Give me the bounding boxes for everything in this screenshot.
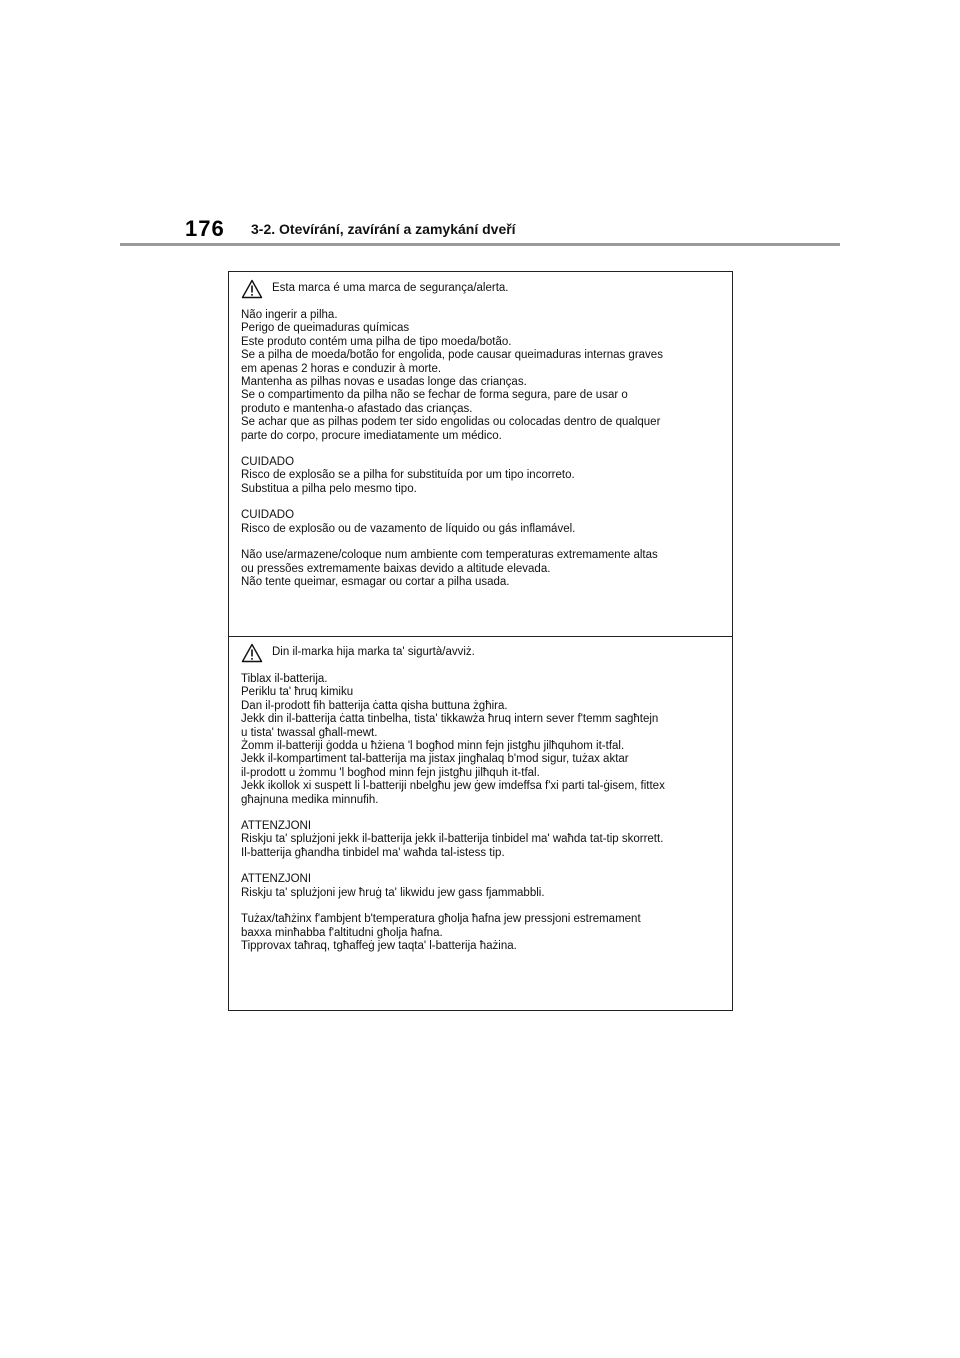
text-line: Não ingerir a pilha. [241, 309, 338, 321]
page-number: 176 [185, 216, 225, 241]
text-line: Se o compartimento da pilha não se fechar de forma segura, pare de usar o [241, 389, 628, 402]
text-line: Jekk il-kompartiment tal-batterija ma jistax jingħalaq b'mod sigur, tużax aktar [241, 753, 629, 766]
text-line: Se achar que as pilhas podem ter sido engolidas ou colocadas dentro de qualquer [241, 416, 661, 429]
warning-triangle-icon [241, 643, 263, 663]
warning-section-portuguese [229, 279, 732, 635]
text-line: baxxa minħabba f'altitudni għolja ħafna. [241, 926, 443, 939]
text-line: Jekk ikollok xi suspett li l-batteriji nbelgħu jew ġew imdeffsa f'xi parti tal-ġisem, fittex [241, 780, 665, 793]
page-header [185, 214, 516, 244]
battery-warning-box [228, 271, 733, 1011]
chapter-title: 3-2. Otevírání, zavírání a zamykání dveří [251, 221, 516, 237]
text-line: Substitua a pilha pelo mesmo tipo. [241, 482, 417, 495]
caution-heading: CUIDADO [241, 509, 295, 522]
text-line: Żomm il-batteriji ġodda u ħżiena 'l bogħod minn fejn jistgħu jilħquhom it-tfal. [241, 740, 625, 753]
text-line: Perigo de queimaduras químicas [241, 322, 410, 335]
text-line: Não tente queimar, esmagar ou cortar a pilha usada. [241, 575, 510, 588]
warning-section-maltese [229, 643, 732, 1008]
text-line: Este produto contém uma pilha de tipo moeda/botão. [241, 335, 512, 348]
text-line: parte do corpo, procure imediatamente um médico. [241, 429, 502, 442]
caution-heading: CUIDADO [241, 456, 295, 469]
text-line: Riskju ta' splużjoni jew ħruġ ta' likwidu jew gass fjammabbli. [241, 886, 545, 899]
text-line: ou pressões extremamente baixas devido a altitude elevada. [241, 562, 551, 575]
text-line: Risco de explosão ou de vazamento de líquido ou gás inflamável. [241, 522, 576, 535]
paragraph-environment [241, 913, 720, 953]
text-line: Risco de explosão se a pilha for substituída por um tipo incorreto. [241, 469, 575, 482]
caution-heading: ATTENZJONI [241, 873, 312, 886]
text-line: Tipprovax taħraq, tgħaffeġ jew taqta' l-batterija ħażina. [241, 939, 517, 952]
text-line: produto e mantenha-o afastado das crianças. [241, 402, 473, 415]
section-divider [229, 636, 732, 637]
alert-text: Din il-marka hija marka ta' sigurtà/avviż. [272, 646, 475, 659]
text-line: u tista' twassal għall-mewt. [241, 726, 378, 739]
paragraph-caution-replacement [241, 820, 720, 860]
warning-triangle-icon [241, 279, 263, 299]
paragraph-ingestion [241, 673, 720, 807]
paragraph-caution-leakage [241, 509, 720, 536]
header-rule [120, 243, 840, 246]
text-line: em apenas 2 horas e conduzir à morte. [241, 362, 442, 375]
paragraph-environment [241, 549, 720, 589]
text-line: Tiblax il-batterija. [241, 673, 328, 685]
paragraph-caution-leakage [241, 873, 720, 900]
paragraph-ingestion [241, 309, 720, 443]
text-line: Mantenha as pilhas novas e usadas longe das crianças. [241, 376, 527, 389]
alert-line [241, 643, 720, 663]
text-line: Il-batterija għandha tinbidel ma' waħda tal-istess tip. [241, 846, 505, 859]
text-line: Tużax/taħżinx f'ambjent b'temperatura għolja ħafna jew pressjoni estremament [241, 913, 641, 926]
text-line: Não use/armazene/coloque num ambiente com temperaturas extremamente altas [241, 549, 658, 562]
text-line: għajnuna medika minnufih. [241, 793, 379, 806]
alert-line [241, 279, 720, 299]
text-line: il-prodott u żommu 'l bogħod minn fejn jistgħu jilħquh it-tfal. [241, 766, 540, 779]
alert-text: Esta marca é uma marca de segurança/alerta. [272, 282, 509, 295]
text-line: Se a pilha de moeda/botão for engolida, pode causar queimaduras internas graves [241, 349, 663, 362]
text-line: Riskju ta' splużjoni jekk il-batterija jekk il-batterija tinbidel ma' waħda tat-tip skorrett. [241, 833, 664, 846]
text-line: Jekk din il-batterija ċatta tinbelha, tista' tikkawża ħruq intern sever f'temm sagħtejn [241, 713, 659, 726]
text-line: Periklu ta' ħruq kimiku [241, 686, 354, 699]
caution-heading: ATTENZJONI [241, 820, 312, 833]
text-line: Dan il-prodott fih batterija ċatta qisha buttuna żgħira. [241, 699, 508, 712]
paragraph-caution-replacement [241, 456, 720, 496]
